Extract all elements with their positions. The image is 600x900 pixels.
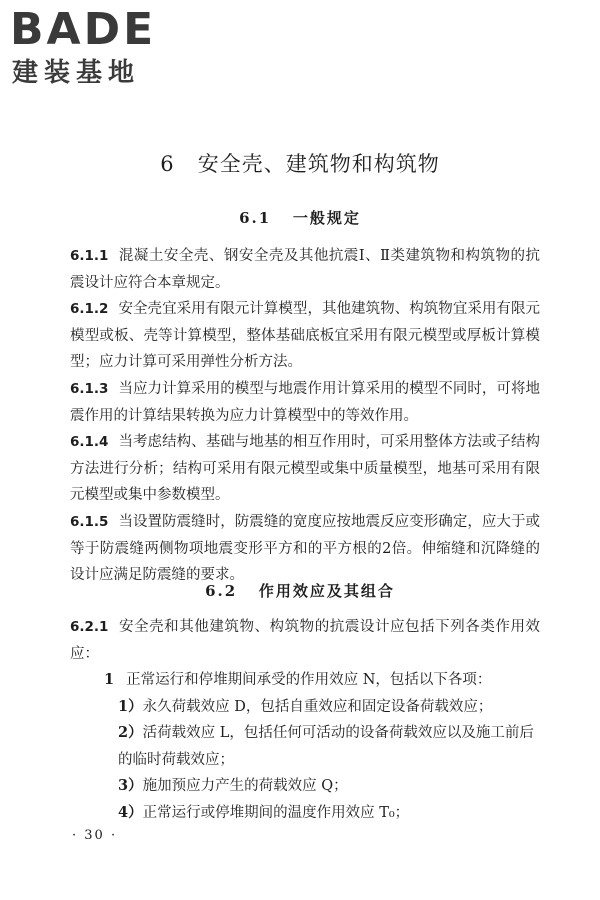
clause-number: 6.1.1	[70, 248, 109, 264]
subitem-number: 3）	[118, 777, 143, 794]
clause-text: 当应力计算采用的模型与地震作用计算采用的模型不同时，可将地震作用的计算结果转换为应力计算模型中的等效作用。	[70, 381, 540, 424]
clause-6-1-3	[70, 376, 540, 429]
section-name: 作用效应及其组合	[258, 582, 395, 600]
subitem-2	[118, 720, 540, 773]
clause-number: 6.1.4	[70, 434, 109, 450]
section-number: 6.2	[205, 582, 238, 600]
clause-number: 6.1.3	[70, 381, 109, 397]
subitem-4	[118, 800, 540, 827]
section-number: 6.1	[239, 209, 272, 227]
bade-logo	[10, 6, 180, 90]
clause-text: 安全壳宜采用有限元计算模型，其他建筑物、构筑物宜采用有限元模型或板、壳等计算模型，整体基础底板宜采用有限元模型或厚板计算模型；应力计算可采用弹性分析方法。	[70, 301, 540, 371]
chapter-number: 6	[160, 152, 175, 176]
section-title-6-1	[0, 207, 600, 228]
subitem-number: 2）	[118, 724, 143, 741]
logo-brand: BADE	[10, 4, 157, 55]
clause-6-1-4	[70, 429, 540, 509]
clause-text: 当考虑结构、基础与地基的相互作用时，可采用整体方法或子结构方法进行分析；结构可采用有限元模型或集中质量模型，地基可采用有限元模型或集中参数模型。	[70, 434, 540, 504]
subitem-number: 1）	[118, 698, 143, 715]
subitem-text: 施加预应力产生的荷载效应 Q；	[142, 778, 348, 794]
item-text: 正常运行和停堆期间承受的作用效应 N，包括以下各项：	[126, 672, 492, 688]
subitem-1	[118, 694, 540, 721]
subitem-number: 4）	[118, 804, 143, 821]
clause-number: 6.1.5	[70, 514, 109, 530]
chapter-title	[0, 148, 600, 178]
clause-text: 混凝土安全壳、钢安全壳及其他抗震Ⅰ、Ⅱ类建筑物和构筑物的抗震设计应符合本章规定。	[70, 248, 540, 291]
subitem-text: 永久荷载效应 D，包括自重效应和固定设备荷载效应；	[142, 699, 493, 715]
subitem-text: 活荷载效应 L，包括任何可活动的设备荷载效应以及施工前后的临时荷载效应；	[118, 725, 534, 768]
clause-number: 6.2.1	[70, 619, 109, 635]
section-name: 一般规定	[292, 209, 361, 227]
item-number: 1	[104, 671, 115, 688]
clause-number: 6.1.2	[70, 301, 109, 317]
logo-subtitle: 建装基地	[12, 58, 141, 88]
clause-6-2-1	[70, 614, 540, 667]
subitem-3	[118, 773, 540, 800]
page-number: · 30 ·	[72, 828, 118, 843]
clause-6-1-1	[70, 243, 540, 296]
chapter-name: 安全壳、建筑物和构筑物	[197, 152, 440, 176]
subitem-text: 正常运行或停堆期间的温度作用效应 T₀；	[142, 805, 410, 821]
clause-6-1-5	[70, 509, 540, 589]
clause-text: 当设置防震缝时，防震缝的宽度应按地震反应变形确定，应大于或等于防震缝两侧物项地震变形平方和的平方根的2倍。伸缩缝和沉降缝的设计应满足防震缝的要求。	[70, 514, 540, 584]
item-1	[104, 667, 540, 694]
section-title-6-2	[0, 580, 600, 601]
clause-text: 安全壳和其他建筑物、构筑物的抗震设计应包括下列各类作用效应：	[70, 619, 540, 662]
clause-6-1-2	[70, 296, 540, 376]
